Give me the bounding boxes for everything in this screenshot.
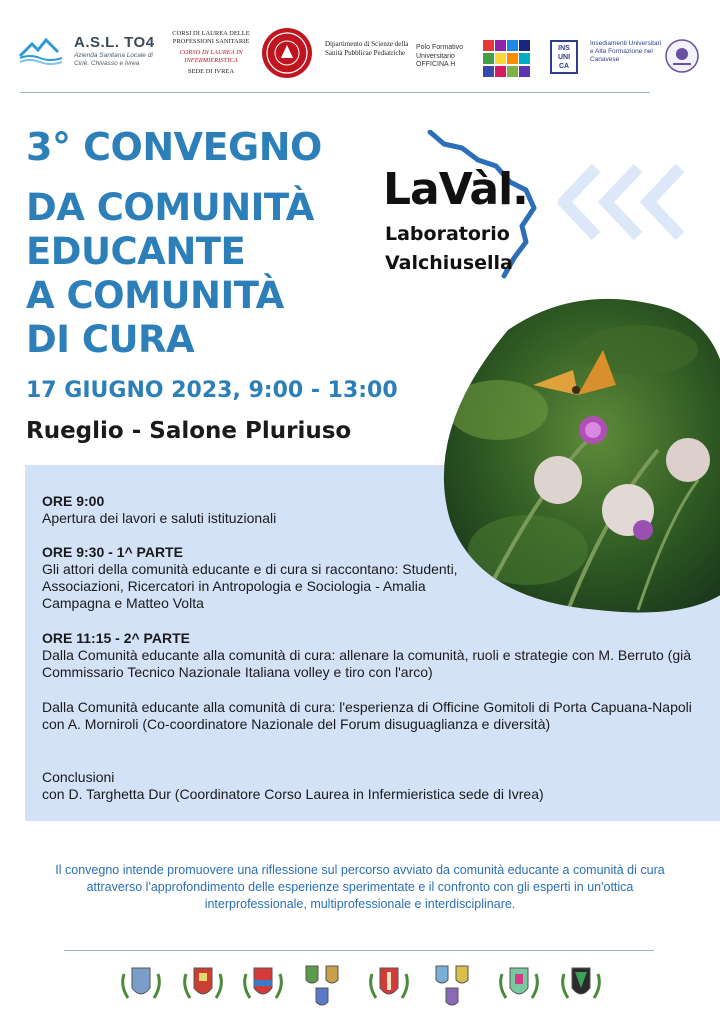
municipality-crests [118, 958, 608, 1008]
insediamenti-text: Insediamenti Universitari e Alta Formazione nel Canavese [590, 40, 662, 63]
footer-divider [64, 950, 654, 951]
header-divider [20, 92, 650, 93]
asl-to4-logo [18, 30, 158, 80]
laval-name: LaVàl. [383, 164, 528, 215]
section-4-text: Dalla Comunità educante alla comunità di cura: l'esperienza di Officine Gomitoli di Porta Capuana-Napoli con A. Morniroli (Co-coordinatore Nazionale del Forum disuguaglianza e diversità) [42, 699, 692, 732]
crest-4-icon [306, 966, 338, 1005]
waves-icon [18, 36, 68, 66]
section-5-text: con D. Targhetta Dur (Coordinatore Corso Laurea in Infermieristica sede di Ivrea) [42, 786, 544, 802]
crest-8-icon [563, 968, 600, 998]
round-emblem-logo [664, 38, 700, 74]
title-line-4: DI CURA [26, 318, 195, 361]
program-section-4 [42, 699, 692, 733]
colored-squares-logo [483, 40, 533, 80]
insunica-line2: UNI [557, 54, 571, 61]
corsi-laurea-logo [165, 30, 257, 76]
insunica-line3: CA [558, 63, 570, 70]
laval-subtitle [385, 220, 513, 278]
program-section-1 [42, 493, 692, 527]
convegno-title: 3° CONVEGNO [26, 125, 322, 169]
corsi-line1: CORSI DI LAUREA DELLE PROFESSIONI SANITARIE [172, 30, 250, 45]
title-line-1: DA COMUNITÀ [26, 186, 314, 229]
section-3-heading: ORE 11:15 - 2^ PARTE [42, 630, 190, 646]
crest-5-icon [371, 968, 408, 998]
polo-formativo-logo: Polo Formativo Universitario OFFICINA H [416, 44, 464, 68]
section-2-heading: ORE 9:30 - 1^ PARTE [42, 544, 183, 560]
program-section-2 [42, 544, 492, 612]
asl-subtitle: Azienda Sanitaria Locale di Ciriè, Chivasso e Ivrea [74, 52, 153, 67]
crest-1-icon [123, 968, 160, 998]
section-5-heading: Conclusioni [42, 769, 115, 785]
title-line-2: EDUCANTE [26, 230, 246, 273]
chevrons-left-icon [558, 164, 698, 240]
insunica-logo [550, 40, 578, 74]
section-3-text: Dalla Comunità educante alla comunità di cura: allenare la comunità, ruoli e strategie con M. Berruto (già Commissario Tecnico Nazionale Italiana volley e tiro con l'arco) [42, 647, 692, 680]
title-line-3: A COMUNITÀ [26, 274, 284, 317]
university-seal [262, 28, 312, 78]
laval-sub-line1: Laboratorio [385, 223, 510, 245]
section-1-text: Apertura dei lavori e saluti istituzionali [42, 510, 277, 526]
emblem-icon [664, 38, 700, 74]
crest-6-icon [436, 966, 468, 1005]
laval-sub-line2: Valchiusella [385, 252, 513, 274]
insunica-line1: INS [558, 45, 570, 52]
corsi-line2: CORSO DI LAUREA IN INFERMIERISTICA [179, 49, 243, 64]
crest-3-icon [245, 968, 282, 998]
seal-icon [262, 28, 312, 78]
section-2-text: Gli attori della comunità educante e di cura si raccontano: Studenti, Associazioni, Ricercatori in Antropologia e Sociologia - Amalia Campagna e Matteo Volta [42, 561, 458, 611]
event-date: 17 GIUGNO 2023, 9:00 - 13:00 [26, 378, 398, 403]
program-section-3 [42, 630, 692, 681]
dipartimento-logo: Dipartimento di Scienze della Sanità Pubblicae Pediatriche [325, 40, 409, 57]
event-place: Rueglio - Salone Pluriuso [26, 418, 352, 444]
footer-note: Il convegno intende promuovere una riflessione sul percorso avviato da comunità educante a comunità di cura attraverso l'approfondimento delle esperienze sperimentate e il confronto con gli esperti in un'ottica interprofessionale, multiprofessionale e interdisciplinare. [55, 863, 665, 911]
program-section-5 [42, 769, 692, 803]
section-1-heading: ORE 9:00 [42, 493, 105, 509]
asl-name: A.S.L. TO4 [74, 34, 155, 51]
squares-icon [483, 40, 533, 80]
crest-7-icon [501, 968, 538, 998]
crest-2-icon [185, 968, 222, 998]
corsi-line3: SEDE DI IVREA [187, 68, 235, 75]
